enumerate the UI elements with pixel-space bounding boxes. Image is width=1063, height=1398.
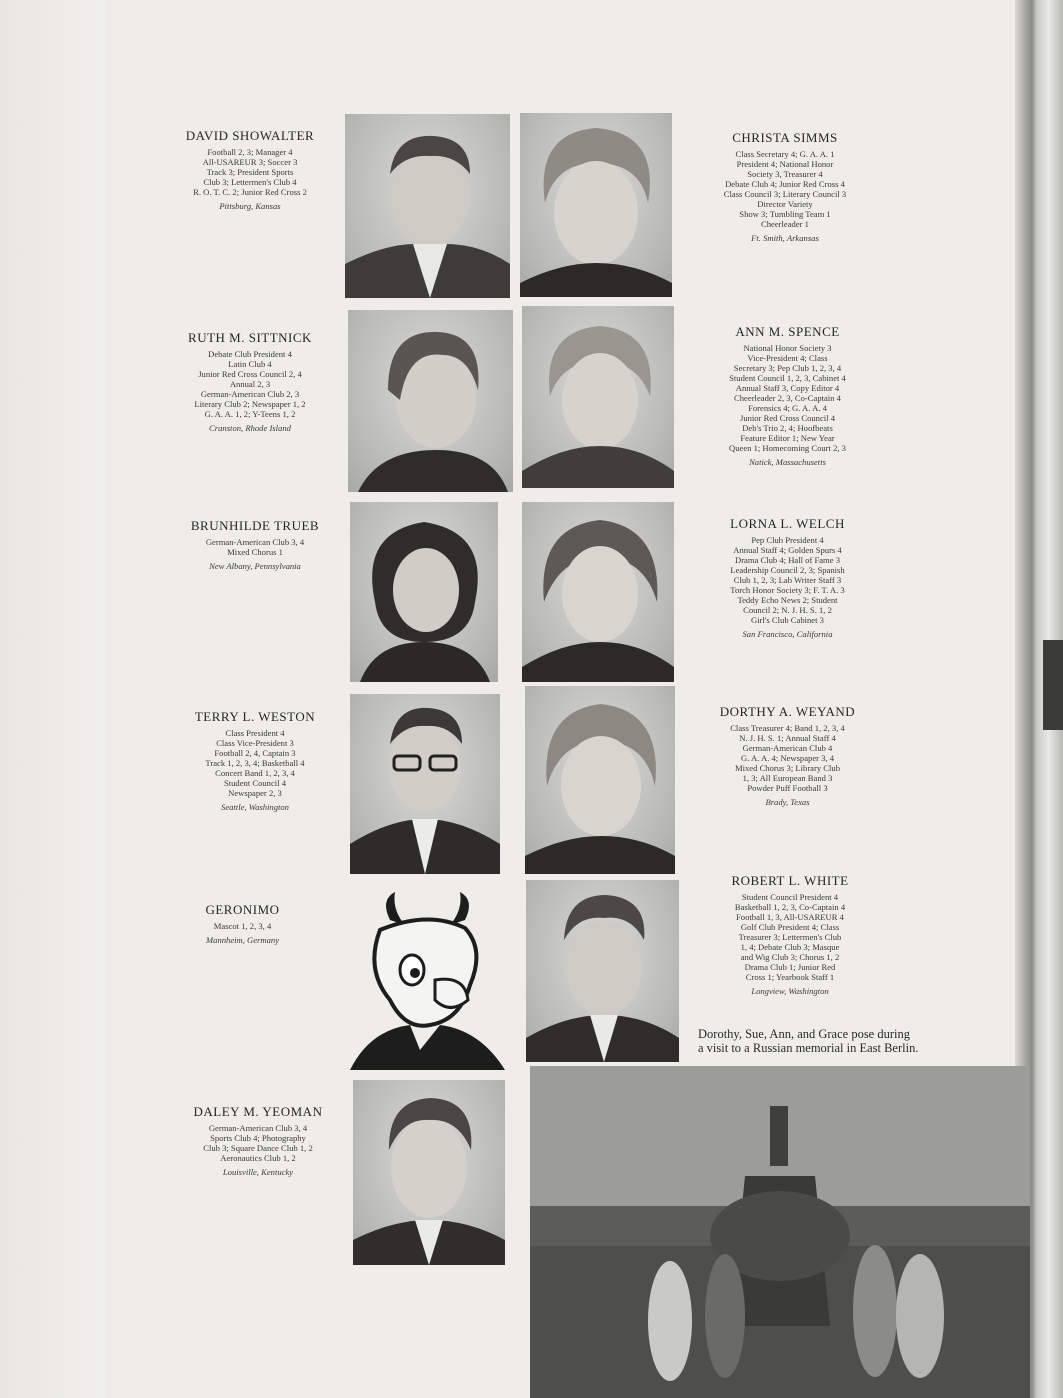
student-name: ANN M. SPENCE (735, 324, 840, 339)
student-hometown: San Francisco, California (742, 629, 833, 639)
student-activities: Pep Club President 4 Annual Staff 4; Golden Spurs 4 Drama Club 4; Hall of Fame 3 Leadership Council 2, 3; Spanish Club 1, 2, 3; Lab Writer Staff 3 Torch Honor Society 3; F. T. A. 3 Teddy Echo News 2; Student Council 2; N. J. H. S. 1, 2 Girl's Club Cabinet 3 (730, 535, 845, 625)
student-entry-sittnick (135, 330, 365, 433)
student-activities: National Honor Society 3 Vice-President 4; Class Secretary 3; Pep Club 1, 2, 3, 4 Student Council 1, 2, 3, Cabinet 4 Annual Staff 3, Copy Editor 4 Cheerleader 2, 3, Co-Captain 4 Forensics 4; G. A. A. 4 Junior Red Cross Council 4 Deb's Trio 2, 4; Hoofbeats Feature Editor 1; New Year Queen 1; Homecoming Court 2, 3 (729, 343, 846, 453)
student-hometown: Ft. Smith, Arkansas (751, 233, 819, 243)
student-hometown: Louisville, Kentucky (222, 1167, 294, 1177)
student-activities: Student Council President 4 Basketball 1, 2, 3, Co-Captain 4 Football 1, 3, All-USAREUR 4 Golf Club President 4; Class Treasurer 3; Lettermen's Club 1, 4; Debate Club 3; Masque and Wig Club 3; Chorus 1, 2 Drama Club 1; Junior Red Cross 1; Yearbook Staff 1 (734, 892, 846, 982)
student-name: BRUNHILDE TRUEB (190, 518, 320, 533)
student-activities: Debate Club President 4 Latin Club 4 Junior Red Cross Council 2, 4 Annual 2, 3 German-American Club 2, 3 Literary Club 2; Newspaper 1, 2 G. A. A. 1, 2; Y-Teens 1, 2 (194, 349, 306, 419)
student-entry-weyand (680, 704, 895, 807)
portrait-photo-welch (522, 502, 674, 682)
student-entry-white (685, 873, 895, 996)
portrait-photo-trueb (350, 502, 498, 682)
page-binding (0, 0, 105, 1398)
student-entry-spence (680, 324, 895, 467)
student-hometown: Mannheim, Germany (205, 935, 280, 945)
student-entry-trueb (135, 518, 375, 571)
student-name: LORNA L. WELCH (730, 516, 845, 531)
student-name: DALEY M. YEOMAN (193, 1104, 323, 1119)
group-photo-berlin-memorial (530, 1066, 1030, 1398)
student-activities: German-American Club 3, 4 Mixed Chorus 1 (205, 537, 305, 557)
student-name: GERONIMO (205, 902, 280, 917)
student-entry-showalter (135, 128, 365, 211)
student-hometown: Brady, Texas (765, 797, 810, 807)
portrait-photo-simms (520, 113, 672, 297)
student-entry-welch (680, 516, 895, 639)
page-edge-shadow (1043, 640, 1063, 730)
student-name: ROBERT L. WHITE (731, 873, 849, 888)
student-activities: Class Secretary 4; G. A. A. 1 President 4; National Honor Society 3, Treasurer 4 Debate Club 4; Junior Red Cross 4 Class Council 3; Literary Council 3 Director Variety Show 3; Tumbling Team 1 Cheerleader 1 (723, 149, 847, 229)
student-hometown: Longview, Washington (751, 986, 829, 996)
student-hometown: Pittsburg, Kansas (219, 201, 281, 211)
student-hometown: New Albany, Pennsylvania (209, 561, 301, 571)
portrait-photo-spence (522, 306, 674, 488)
student-hometown: Seattle, Washington (221, 802, 289, 812)
student-hometown: Natick, Massachusetts (749, 457, 826, 467)
student-activities: Football 2, 3; Manager 4 All-USAREUR 3; Soccer 3 Track 3; President Sports Club 3; Lettermen's Club 4 R. O. T. C. 2; Junior Red Cross 2 (193, 147, 307, 197)
student-entry-geronimo (150, 902, 335, 945)
student-name: CHRISTA SIMMS (732, 130, 838, 145)
student-activities: Class Treasurer 4; Band 1, 2, 3, 4 N. J. H. S. 1; Annual Staff 4 German-American Club 4 G. A. A. 4; Newspaper 3, 4 Mixed Chorus 3; Library Club 1, 3; All European Band 3 Powder Puff Football 3 (730, 723, 845, 793)
portrait-photo-weyand (525, 686, 675, 874)
student-hometown: Cranston, Rhode Island (209, 423, 291, 433)
student-entry-simms (680, 130, 890, 243)
student-activities: German-American Club 3, 4 Sports Club 4; Photography Club 3; Square Dance Club 1, 2 Aeronautics Club 1, 2 (203, 1123, 313, 1163)
student-name: DORTHY A. WEYAND (719, 704, 856, 719)
student-name: TERRY L. WESTON (194, 709, 316, 724)
portrait-photo-weston (350, 694, 500, 874)
student-entry-yeoman (128, 1104, 388, 1177)
portrait-photo-yeoman (353, 1080, 505, 1265)
portrait-photo-sittnick (348, 310, 513, 492)
student-activities: Mascot 1, 2, 3, 4 (213, 921, 272, 931)
portrait-photo-showalter (345, 114, 510, 298)
portrait-photo-white (526, 880, 679, 1062)
photo-caption: Dorothy, Sue, Ann, and Grace pose during a visit to a Russian memorial in East Berlin. (698, 1027, 919, 1055)
student-name: RUTH M. SITTNICK (188, 330, 312, 345)
student-activities: Class President 4 Class Vice-President 3 Football 2, 4, Captain 3 Track 1, 2, 3, 4; Basketball 4 Concert Band 1, 2, 3, 4 Student Council 4 Newspaper 2, 3 (205, 728, 305, 798)
student-name: DAVID SHOWALTER (185, 128, 315, 143)
student-entry-weston (125, 709, 385, 812)
mascot-drawing-buffalo (350, 890, 505, 1070)
